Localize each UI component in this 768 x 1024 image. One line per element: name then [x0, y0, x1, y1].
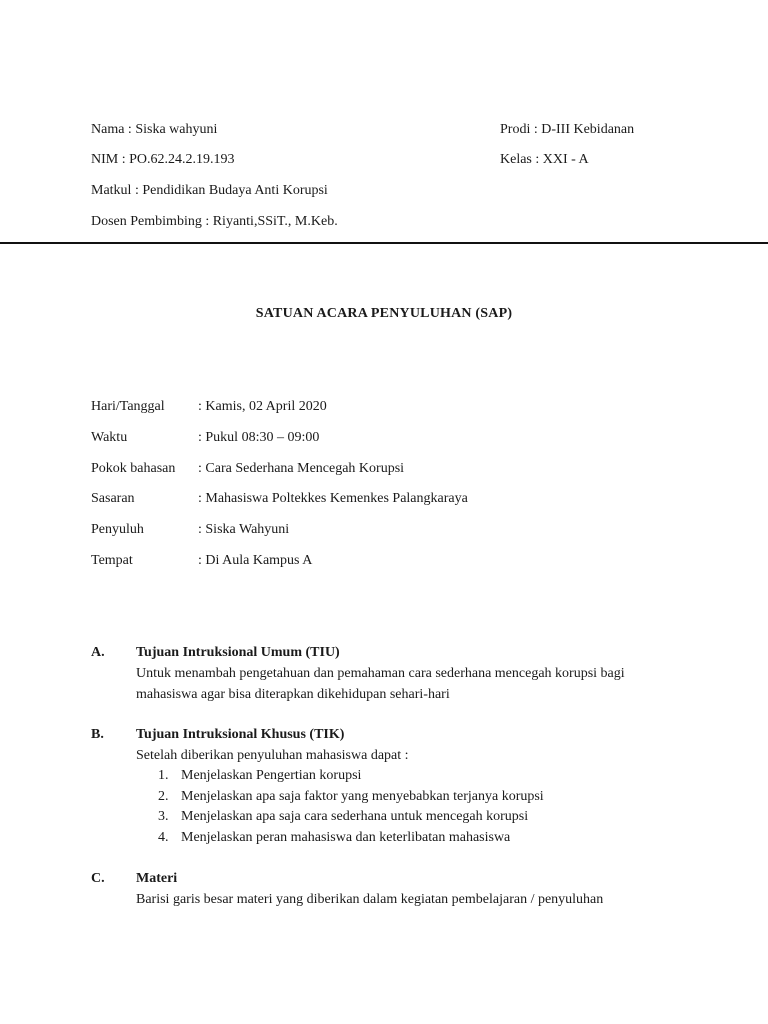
section-c-line-1: Barisi garis besar materi yang diberikan dalam kegiatan pembelajaran / penyuluhan	[136, 892, 604, 907]
list-item-text: Menjelaskan Pengertian korupsi	[181, 768, 362, 783]
list-item-text: Menjelaskan apa saja cara sederhana untuk mencegah korupsi	[181, 809, 529, 824]
info-value-presenter: : Siska Wahyuni	[198, 522, 290, 537]
section-c-letter: C.	[91, 871, 105, 886]
info-value-target: : Mahasiswa Poltekkes Kemenkes Palangkaraya	[198, 491, 468, 506]
class-name: Kelas : XXI - A	[500, 152, 589, 167]
list-item-number: 1.	[158, 768, 169, 783]
list-item-number: 2.	[158, 789, 169, 804]
list-item-number: 3.	[158, 809, 169, 824]
info-value-place: : Di Aula Kampus A	[198, 553, 313, 568]
section-a-line-1: Untuk menambah pengetahuan dan pemahaman cara sederhana mencegah korupsi bagi	[136, 666, 625, 681]
list-item-text: Menjelaskan apa saja faktor yang menyebabkan terjanya korupsi	[181, 789, 544, 804]
supervisor-name: Dosen Pembimbing : Riyanti,SSiT., M.Keb.	[91, 214, 338, 229]
document-title: SATUAN ACARA PENYULUHAN (SAP)	[255, 306, 513, 321]
student-name: Nama : Siska wahyuni	[91, 122, 218, 137]
list-item-number: 4.	[158, 830, 169, 845]
info-label-date: Hari/Tanggal	[91, 399, 165, 414]
info-label-target: Sasaran	[91, 491, 135, 506]
info-value-topic: : Cara Sederhana Mencegah Korupsi	[198, 461, 405, 476]
course-name: Matkul : Pendidikan Budaya Anti Korupsi	[91, 183, 328, 198]
section-b-letter: B.	[91, 727, 104, 742]
info-label-time: Waktu	[91, 430, 128, 445]
info-value-date: : Kamis, 02 April 2020	[198, 399, 327, 414]
student-nim: NIM : PO.62.24.2.19.193	[91, 152, 235, 167]
section-b-intro: Setelah diberikan penyuluhan mahasiswa dapat :	[136, 748, 409, 763]
list-item-text: Menjelaskan peran mahasiswa dan keterlibatan mahasiswa	[181, 830, 511, 845]
section-a-title: Tujuan Intruksional Umum (TIU)	[136, 645, 340, 660]
header-divider	[0, 242, 768, 244]
info-label-place: Tempat	[91, 553, 133, 568]
info-label-presenter: Penyuluh	[91, 522, 144, 537]
section-a-line-2: mahasiswa agar bisa diterapkan dikehidupan sehari-hari	[136, 687, 450, 702]
info-label-topic: Pokok bahasan	[91, 461, 176, 476]
section-b-title: Tujuan Intruksional Khusus (TIK)	[136, 727, 345, 742]
study-program: Prodi : D-III Kebidanan	[500, 122, 635, 137]
info-value-time: : Pukul 08:30 – 09:00	[198, 430, 320, 445]
section-a-letter: A.	[91, 645, 105, 660]
section-c-title: Materi	[136, 871, 178, 886]
